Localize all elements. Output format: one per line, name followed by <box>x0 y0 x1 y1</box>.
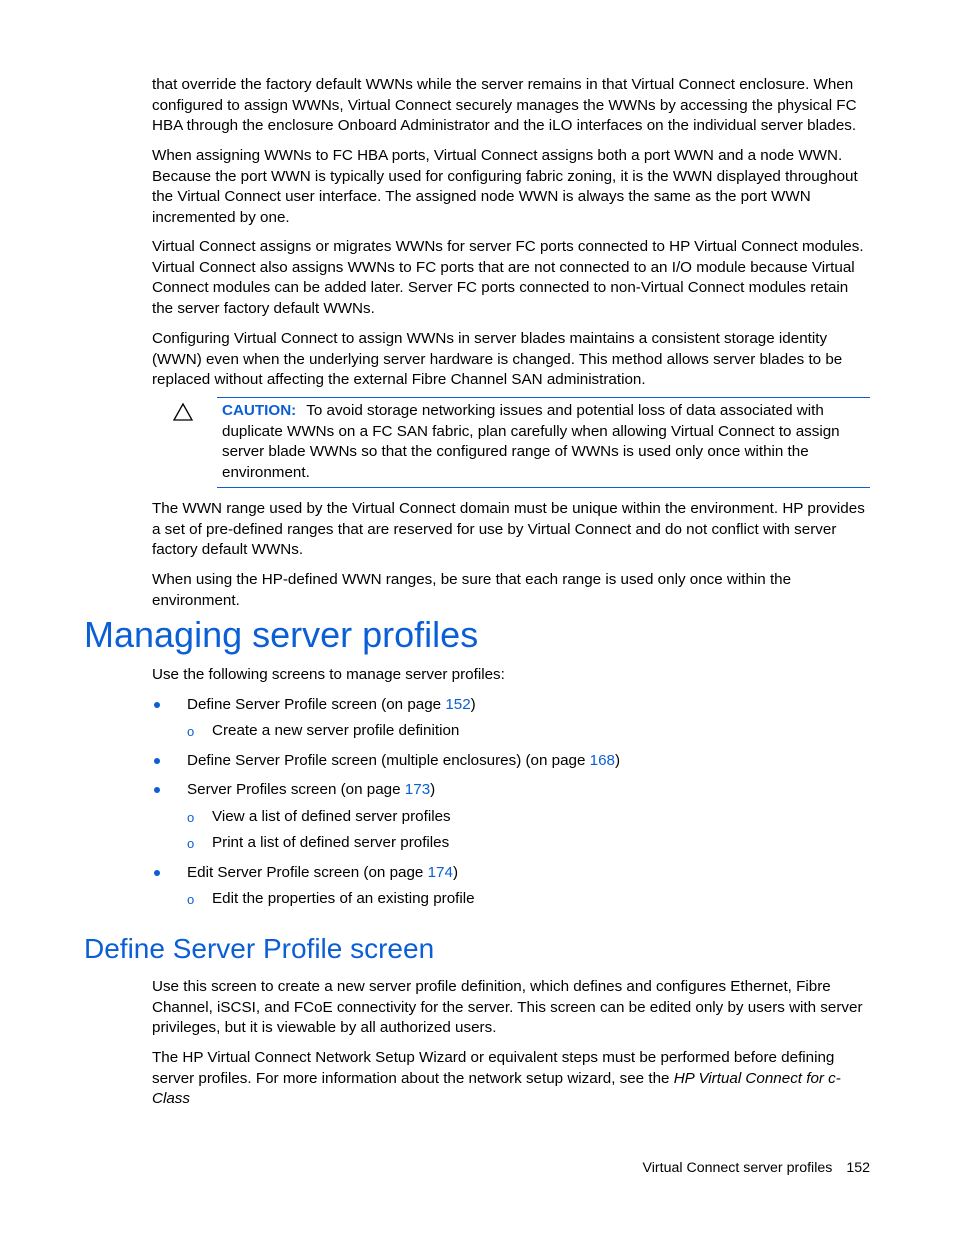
list-item-text: Define Server Profile screen (multiple enclosures) (on page <box>187 752 590 769</box>
sub-bullet-marker: o <box>187 836 195 851</box>
paragraph-define-profile-purpose: Use this screen to create a new server profile definition, which defines and configures Ethernet, Fibre Channel, iSCSI, and FCoE connectivity for the server. This screen can be edited only by users with server privileges, but it is viewable by all authorized users. <box>152 978 863 1037</box>
page-link-168[interactable]: 168 <box>589 752 615 769</box>
list-item-text: Edit Server Profile screen (on page <box>187 864 428 881</box>
footer-section-title: Virtual Connect server profiles <box>642 1160 833 1176</box>
heading-managing-server-profiles: Managing server profiles <box>84 614 479 655</box>
list-item-close: ) <box>452 864 458 881</box>
list-item-close: ) <box>470 696 476 713</box>
caution-text: To avoid storage networking issues and potential loss of data associated with duplicate WWNs on a FC SAN fabric, plan carefully when allowing Virtual Connect to assign server blade WWNs so that the configured range of WWNs is used only once within the environment. <box>222 402 840 481</box>
bullet-marker <box>154 758 160 764</box>
list-item-define-server-profile <box>187 695 476 715</box>
paragraph-network-setup-wizard <box>152 1048 872 1110</box>
list-item-text: Server Profiles screen (on page <box>187 781 405 798</box>
sub-bullet-marker: o <box>187 810 195 825</box>
page-footer <box>560 1158 870 1178</box>
list-item-text: Define Server Profile screen (on page <box>187 696 446 713</box>
paragraph-wwn-range-unique: The WWN range used by the Virtual Connect domain must be unique within the environment. HP provides a set of pre-defined ranges that are reserved for use by Virtual Connect and do not conflict with server factory default WWNs. <box>152 500 865 559</box>
paragraph-storage-identity: Configuring Virtual Connect to assign WWNs in server blades maintains a consistent storage identity (WWN) even when the underlying server hardware is changed. This method allows server blades to be replaced without affecting the external Fibre Channel SAN administration. <box>152 330 843 389</box>
bullet-marker <box>154 702 160 708</box>
sub-bullet-marker: o <box>187 892 195 907</box>
list-item-close: ) <box>430 781 436 798</box>
paragraph-fc-wwn-management: that override the factory default WWNs while the server remains in that Virtual Connect enclosure. When configured to assign WWNs, Virtual Connect securely manages the WWNs by accessing the physical FC HBA through the enclosure Onboard Administrator and the iLO interfaces on the individual server blades. <box>152 76 857 135</box>
paragraph-hp-defined-ranges: When using the HP-defined WWN ranges, be sure that each range is used only once within the environment. <box>152 571 792 609</box>
caution-note <box>222 401 867 483</box>
heading-define-server-profile-screen: Define Server Profile screen <box>84 933 435 964</box>
paragraph-port-node-wwn: When assigning WWNs to FC HBA ports, Virtual Connect assigns both a port WWN and a node WWN. Because the port WWN is typically used for configuring fabric zoning, it is the WWN displayed throughout the Virtual Connect user interface. The assigned node WWN is always the same as the port WWN incremented by one. <box>152 147 858 226</box>
list-item-define-server-profile-multi <box>187 751 620 771</box>
caution-label: CAUTION: <box>222 402 297 419</box>
bullet-marker <box>154 870 160 876</box>
list-item-edit-server-profile <box>187 863 458 883</box>
sub-item-edit-properties: Edit the properties of an existing profile <box>212 890 475 907</box>
paragraph-text: The HP Virtual Connect Network Setup Wizard or equivalent steps must be performed before defining server profiles. For more information about the network setup wizard, see the <box>152 1049 835 1087</box>
sub-item-print-profiles: Print a list of defined server profiles <box>212 834 450 851</box>
sub-bullet-marker: o <box>187 724 195 739</box>
bullet-marker <box>154 787 160 793</box>
list-item-close: ) <box>615 752 621 769</box>
sub-item-view-profiles: View a list of defined server profiles <box>212 808 451 825</box>
page-link-174[interactable]: 174 <box>427 864 453 881</box>
section1-intro: Use the following screens to manage server profiles: <box>152 666 505 683</box>
paragraph-wwn-migration: Virtual Connect assigns or migrates WWNs for server FC ports connected to HP Virtual Connect modules. Virtual Connect also assigns WWNs to FC ports that are not connected to an I/O module because Virtual Connect modules can be added later. Server FC ports connected to non-Virtual Connect modules retain the server factory default WWNs. <box>152 238 864 317</box>
list-item-server-profiles <box>187 780 435 800</box>
document-title-reference: HP Virtual Connect for c-Class <box>152 1069 841 1108</box>
page-link-152[interactable]: 152 <box>445 696 471 713</box>
sub-item-create-profile: Create a new server profile definition <box>212 722 460 739</box>
footer-page-number: 152 <box>846 1160 870 1176</box>
page-link-173[interactable]: 173 <box>404 781 431 798</box>
warning-triangle-icon <box>172 402 194 422</box>
